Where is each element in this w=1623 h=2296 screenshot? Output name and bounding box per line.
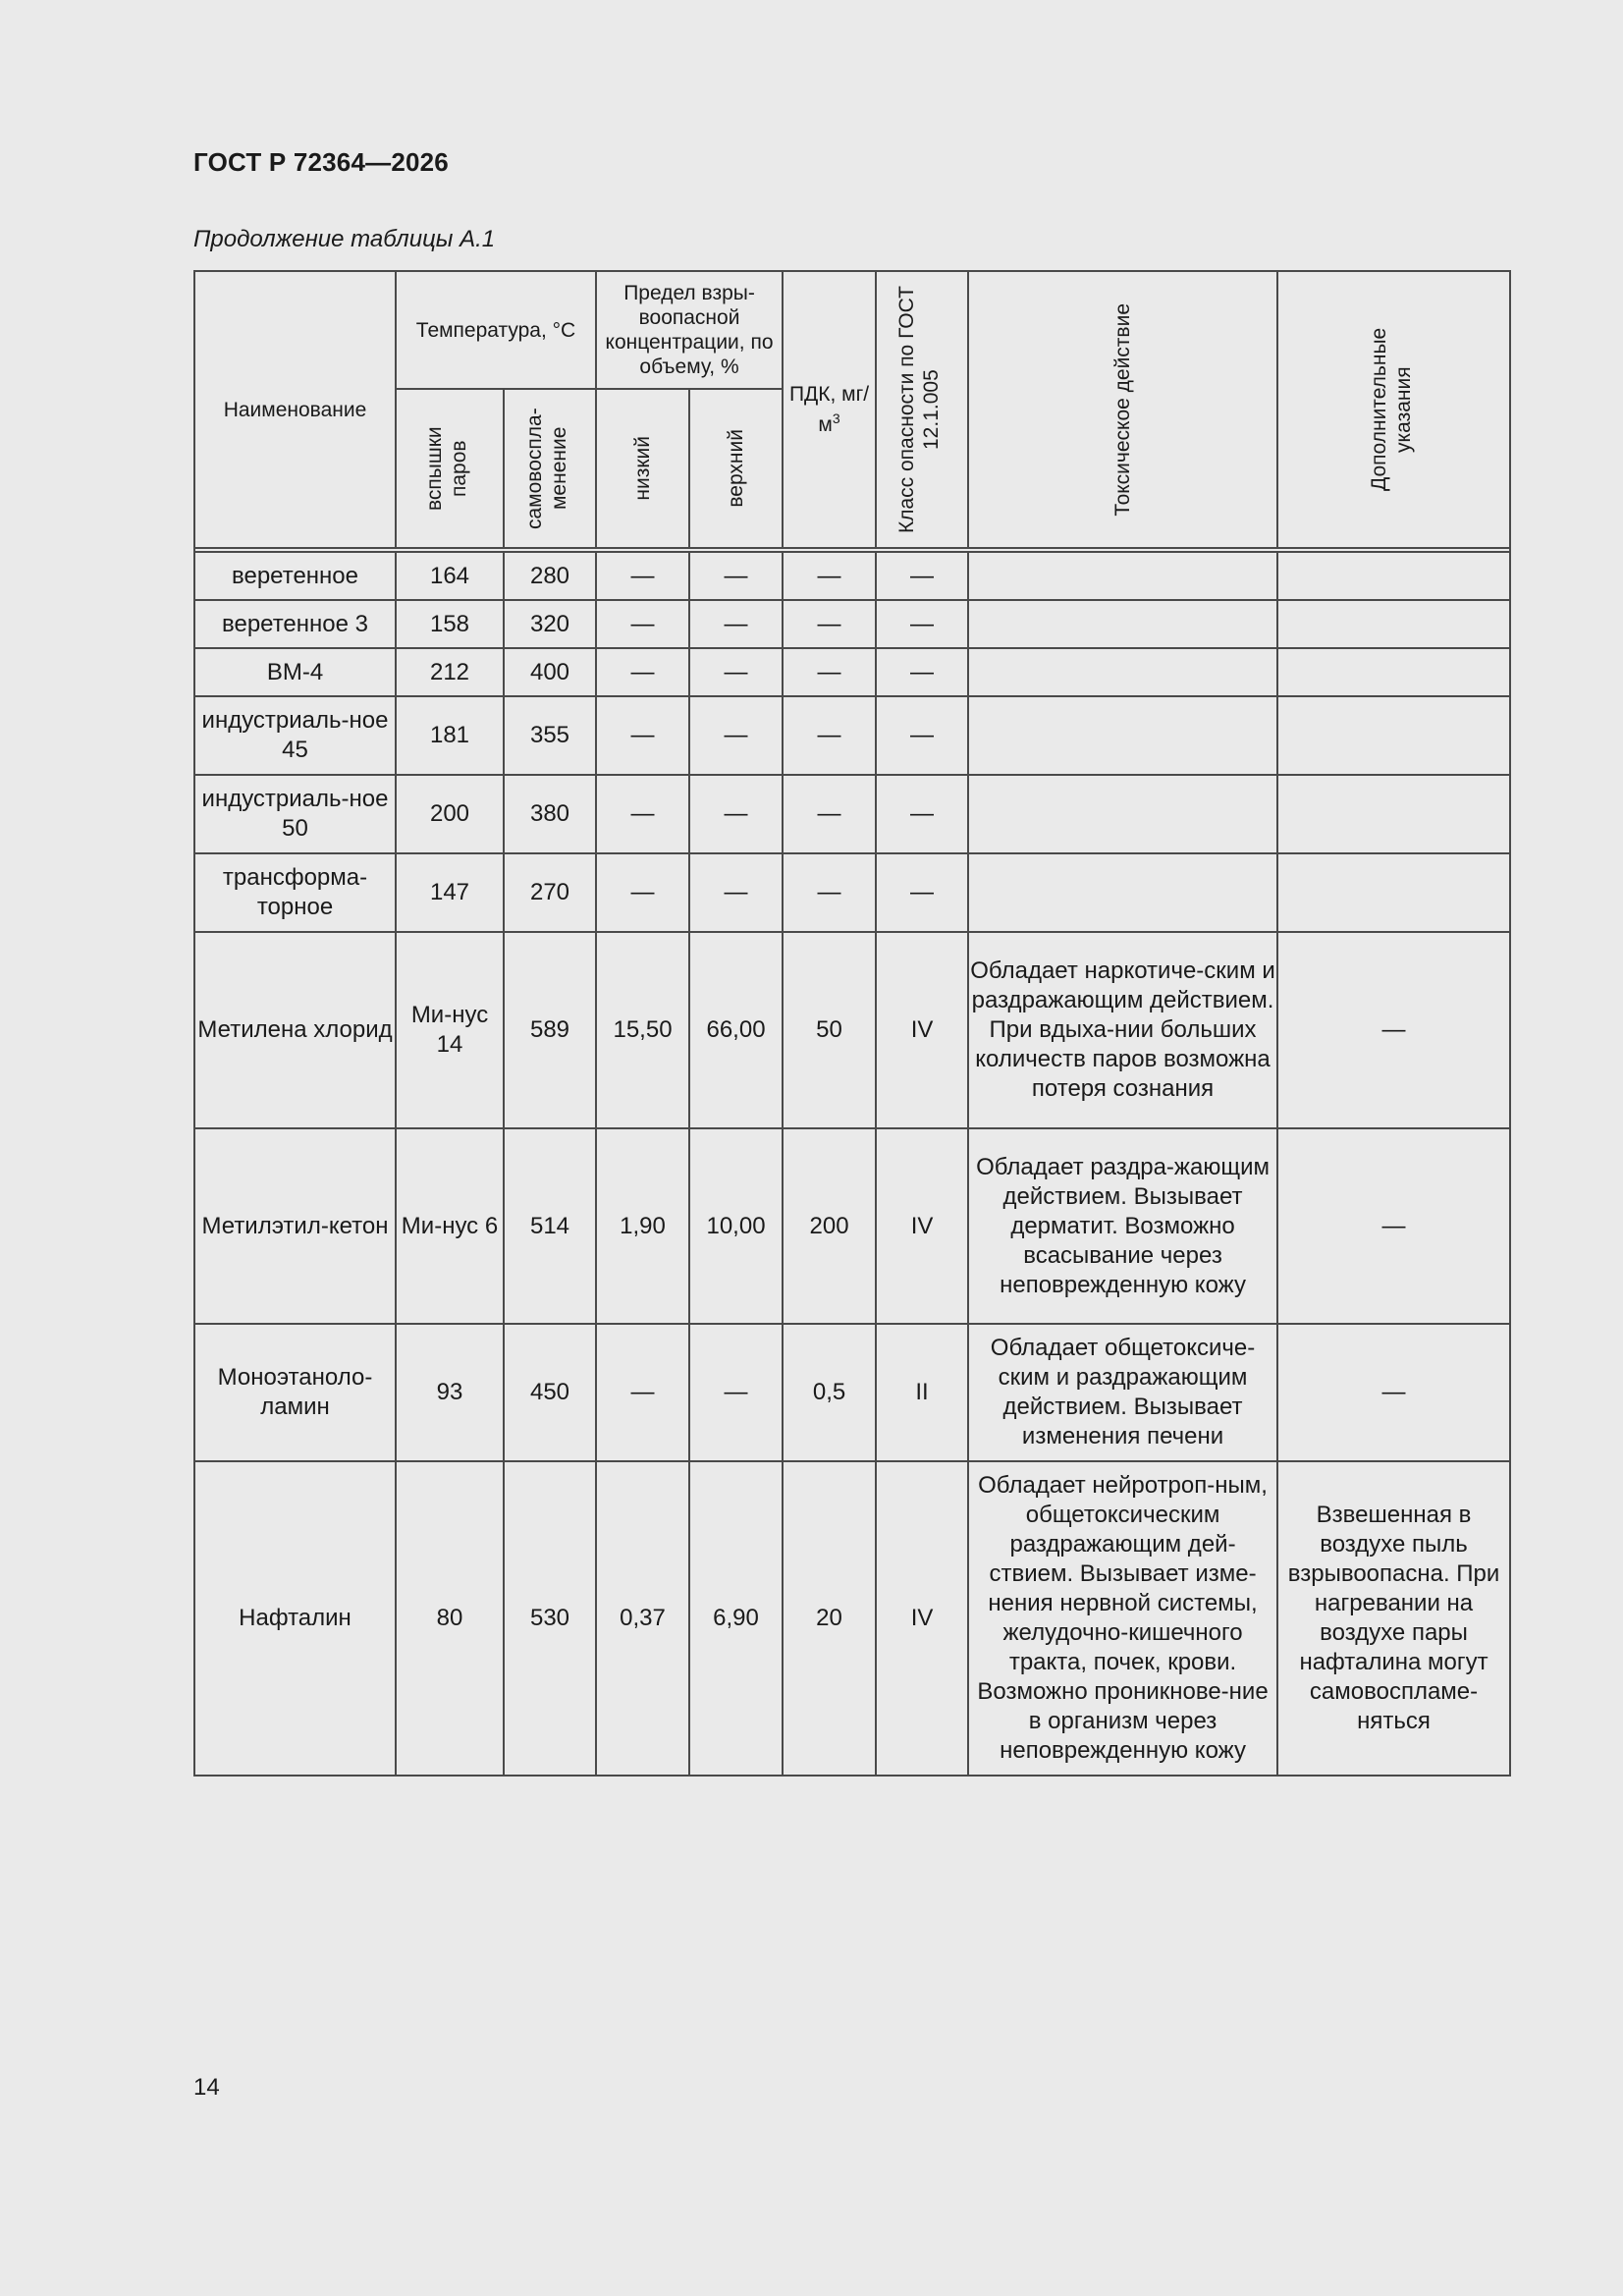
cell-high: — bbox=[689, 552, 783, 600]
header-notes: Дополнительные указания bbox=[1277, 271, 1510, 548]
cell-low: 1,90 bbox=[596, 1128, 689, 1324]
cell-toxic bbox=[968, 696, 1277, 775]
cell-pdk: — bbox=[783, 552, 876, 600]
cell-notes: Взвешенная в воздухе пыль взрывоопасна. При нагревании на воздухе пары нафталина могут самовоспламе-няться bbox=[1277, 1461, 1510, 1776]
header-autoignition: самовоспла-менение bbox=[504, 389, 596, 548]
table-row bbox=[194, 600, 1510, 648]
cell-auto: 380 bbox=[504, 775, 596, 853]
table-row bbox=[194, 552, 1510, 600]
cell-class: — bbox=[876, 696, 968, 775]
cell-low: — bbox=[596, 696, 689, 775]
cell-toxic: Обладает нейротроп-ным, общетоксическим раздражающим дей-ствием. Вызывает изме-нения нервной системы, желудочно-кишечного тракта, почек, крови. Возможно проникнове-ние в организм через неповрежденную кожу bbox=[968, 1461, 1277, 1776]
cell-low: — bbox=[596, 775, 689, 853]
cell-class: IV bbox=[876, 1461, 968, 1776]
cell-class: — bbox=[876, 853, 968, 932]
cell-auto: 400 bbox=[504, 648, 596, 696]
cell-auto: 280 bbox=[504, 552, 596, 600]
cell-high: — bbox=[689, 853, 783, 932]
cell-notes bbox=[1277, 600, 1510, 648]
cell-flash: 164 bbox=[396, 552, 504, 600]
table-row bbox=[194, 932, 1510, 1128]
cell-name: веретенное 3 bbox=[194, 600, 396, 648]
cell-high: 10,00 bbox=[689, 1128, 783, 1324]
table-row bbox=[194, 1461, 1510, 1776]
cell-name: индустриаль-ное 50 bbox=[194, 775, 396, 853]
cell-flash: 93 bbox=[396, 1324, 504, 1461]
header-flash: вспышки паров bbox=[396, 389, 504, 548]
cell-auto: 530 bbox=[504, 1461, 596, 1776]
cell-pdk: 50 bbox=[783, 932, 876, 1128]
header-high: верхний bbox=[689, 389, 783, 548]
cell-pdk: — bbox=[783, 648, 876, 696]
cell-name: индустриаль-ное 45 bbox=[194, 696, 396, 775]
cell-low: — bbox=[596, 552, 689, 600]
cell-low: — bbox=[596, 600, 689, 648]
cell-flash: 147 bbox=[396, 853, 504, 932]
cell-toxic: Обладает наркотиче-ским и раздражающим действием. При вдыха-нии больших количеств паров возможна потеря сознания bbox=[968, 932, 1277, 1128]
cell-auto: 320 bbox=[504, 600, 596, 648]
cell-auto: 514 bbox=[504, 1128, 596, 1324]
cell-low: — bbox=[596, 648, 689, 696]
cell-flash: Ми-нус 6 bbox=[396, 1128, 504, 1324]
cell-name: ВМ-4 bbox=[194, 648, 396, 696]
cell-low: — bbox=[596, 853, 689, 932]
cell-class: — bbox=[876, 648, 968, 696]
header-low: низкий bbox=[596, 389, 689, 548]
table-row bbox=[194, 696, 1510, 775]
header-temperature: Температура, °С bbox=[396, 271, 596, 389]
cell-toxic bbox=[968, 853, 1277, 932]
cell-high: — bbox=[689, 696, 783, 775]
header-name: Наименование bbox=[194, 271, 396, 548]
cell-notes bbox=[1277, 853, 1510, 932]
cell-low: 0,37 bbox=[596, 1461, 689, 1776]
cell-notes bbox=[1277, 648, 1510, 696]
cell-name: Моноэтаноло-ламин bbox=[194, 1324, 396, 1461]
header-explosive-limit: Предел взры-воопасной концентрации, по объему, % bbox=[596, 271, 783, 389]
cell-toxic bbox=[968, 552, 1277, 600]
cell-notes bbox=[1277, 696, 1510, 775]
cell-pdk: 0,5 bbox=[783, 1324, 876, 1461]
cell-flash: 158 bbox=[396, 600, 504, 648]
cell-notes: — bbox=[1277, 1324, 1510, 1461]
cell-class: — bbox=[876, 552, 968, 600]
data-table bbox=[193, 270, 1511, 1777]
cell-auto: 355 bbox=[504, 696, 596, 775]
cell-class: IV bbox=[876, 1128, 968, 1324]
cell-high: 66,00 bbox=[689, 932, 783, 1128]
cell-low: 15,50 bbox=[596, 932, 689, 1128]
header-toxic: Токсическое действие bbox=[968, 271, 1277, 548]
header-hazard-class: Класс опасности по ГОСТ 12.1.005 bbox=[876, 271, 968, 548]
cell-pdk: — bbox=[783, 853, 876, 932]
cell-class: IV bbox=[876, 932, 968, 1128]
cell-pdk: 20 bbox=[783, 1461, 876, 1776]
cell-auto: 270 bbox=[504, 853, 596, 932]
cell-notes: — bbox=[1277, 932, 1510, 1128]
cell-toxic: Обладает общетоксиче-ским и раздражающим действием. Вызывает изменения печени bbox=[968, 1324, 1277, 1461]
cell-high: — bbox=[689, 648, 783, 696]
cell-auto: 450 bbox=[504, 1324, 596, 1461]
cell-pdk: — bbox=[783, 600, 876, 648]
cell-toxic bbox=[968, 600, 1277, 648]
cell-high: — bbox=[689, 775, 783, 853]
table-row bbox=[194, 853, 1510, 932]
cell-auto: 589 bbox=[504, 932, 596, 1128]
cell-class: II bbox=[876, 1324, 968, 1461]
table-row bbox=[194, 1128, 1510, 1324]
cell-name: Метилэтил-кетон bbox=[194, 1128, 396, 1324]
cell-toxic bbox=[968, 775, 1277, 853]
cell-pdk: — bbox=[783, 775, 876, 853]
cell-flash: 80 bbox=[396, 1461, 504, 1776]
cell-class: — bbox=[876, 600, 968, 648]
cell-class: — bbox=[876, 775, 968, 853]
cell-name: веретенное bbox=[194, 552, 396, 600]
cell-toxic bbox=[968, 648, 1277, 696]
cell-flash: 181 bbox=[396, 696, 504, 775]
cell-flash: 212 bbox=[396, 648, 504, 696]
cell-notes: — bbox=[1277, 1128, 1510, 1324]
cell-flash: 200 bbox=[396, 775, 504, 853]
header-pdk: ПДК, $мг/м^3$ bbox=[783, 271, 876, 548]
table-row bbox=[194, 648, 1510, 696]
table-caption: Продолжение таблицы А.1 bbox=[193, 226, 496, 252]
cell-flash: Ми-нус 14 bbox=[396, 932, 504, 1128]
cell-high: — bbox=[689, 600, 783, 648]
cell-high: 6,90 bbox=[689, 1461, 783, 1776]
table-row bbox=[194, 1324, 1510, 1461]
cell-pdk: 200 bbox=[783, 1128, 876, 1324]
cell-pdk: — bbox=[783, 696, 876, 775]
page-number: 14 bbox=[193, 2074, 220, 2101]
cell-name: Метилена хлорид bbox=[194, 932, 396, 1128]
table-row bbox=[194, 775, 1510, 853]
cell-notes bbox=[1277, 775, 1510, 853]
cell-name: Нафталин bbox=[194, 1461, 396, 1776]
cell-low: — bbox=[596, 1324, 689, 1461]
cell-notes bbox=[1277, 552, 1510, 600]
cell-high: — bbox=[689, 1324, 783, 1461]
cell-toxic: Обладает раздра-жающим действием. Вызывает дерматит. Возможно всасывание через неповрежденную кожу bbox=[968, 1128, 1277, 1324]
cell-name: трансформа-торное bbox=[194, 853, 396, 932]
document-header: ГОСТ Р 72364—2026 bbox=[193, 147, 449, 177]
